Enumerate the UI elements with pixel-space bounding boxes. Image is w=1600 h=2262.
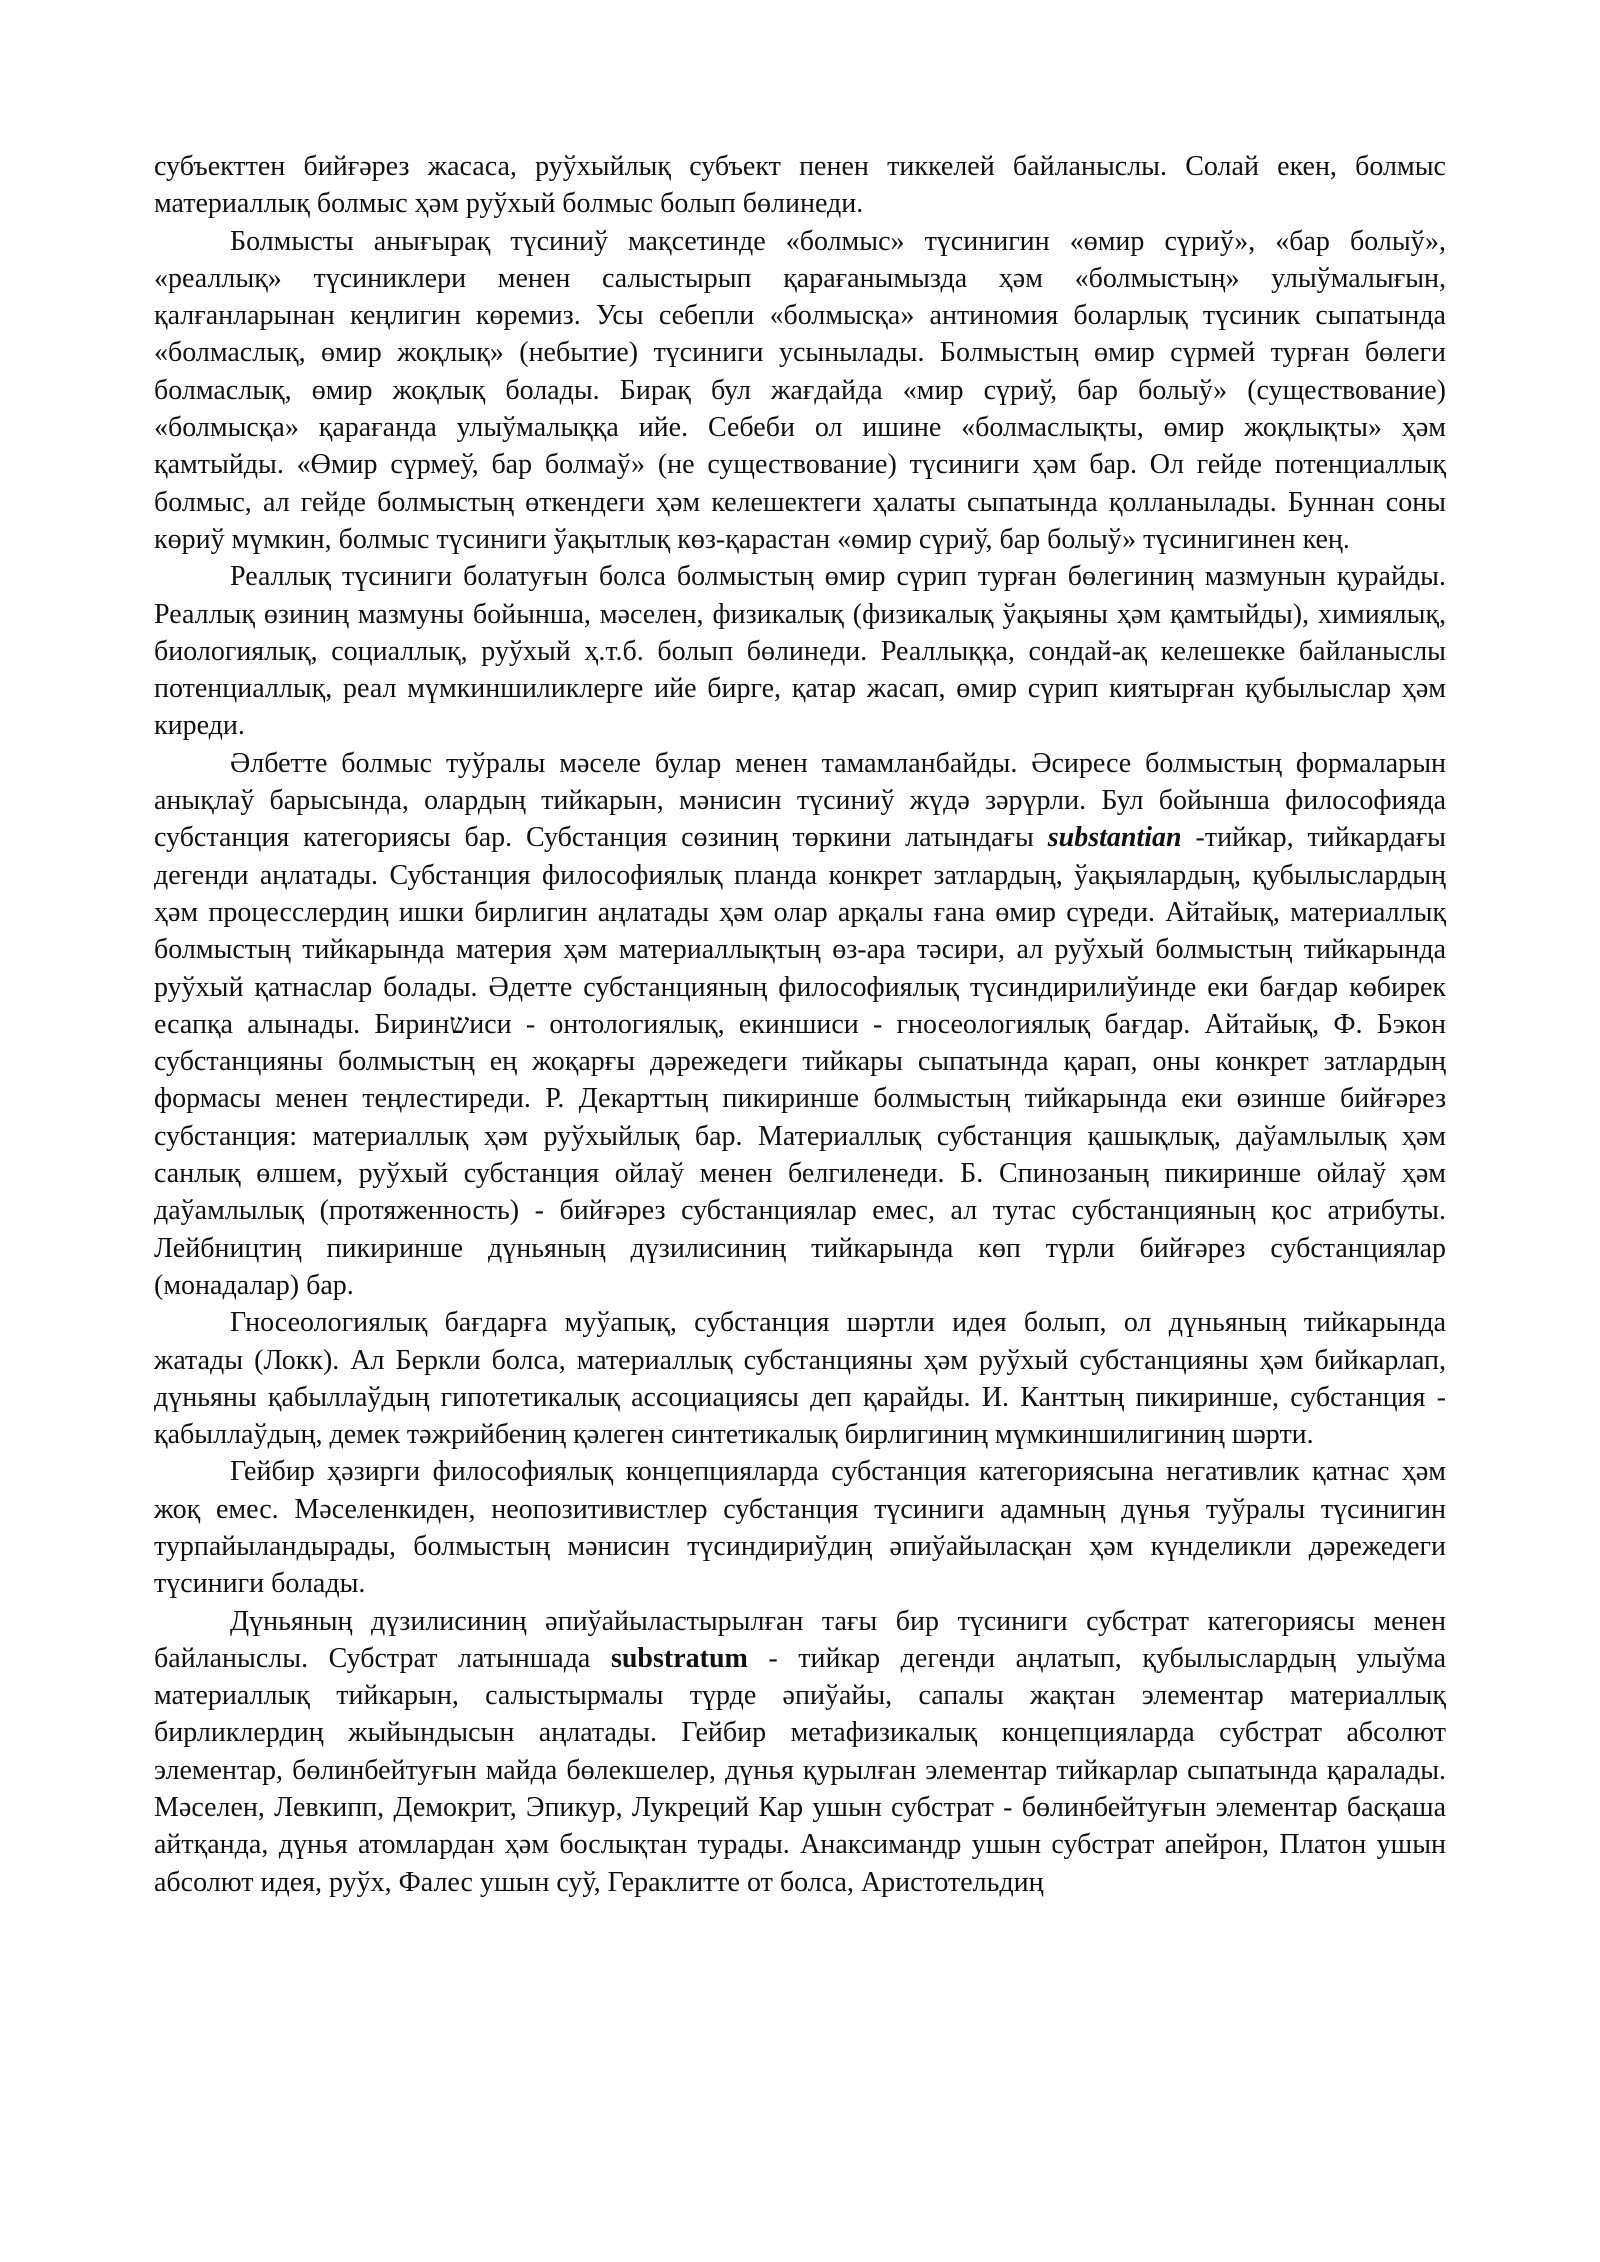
paragraph-3 [154,558,1446,744]
paragraph-text: Гейбир ҳәзирги философиялық концепцияларда субстанция категориясына негативлик қатнас ҳәм жоқ емес. Мәселенкиден, неопозитивистлер субстанция түсиниги адамның дүнья туўралы түсинигин турпайыландырады, болмыстың мәнисин түсиндириўдиң әпиўайыласқан ҳәм күнделикли дәрежедеги түсиниги болады. [154,1456,1446,1600]
paragraph-text: - тийкар дегенди аңлатып, қубылыслардың улыўма материаллық тийкарын, салыстырмалы түрде әпиўайы, сапалы жақтан элементар материаллық бирликлердиң жыйындысын аңлатады. Гейбир метафизикалық концепцияларда субстрат абсолют элементар, бөлинбейтуғын майда бөлекшелер, дүнья қурылған элементар тийкарлар сыпатында қаралады. Мәселен, Левкипп, Демокрит, Эпикур, Лукреций Кар ушын субстрат - бөлинбейтуғын элементар басқаша айтқанда, дүнья атомлардан ҳәм бослықтан турады. Анаксимандр ушын субстрат апейрон, Платон ушын абсолют идея, руўх, Фалес ушын суў, Гераклитте от болса, Аристотельдиң [154,1642,1447,1898]
paragraph-6 [154,1453,1446,1602]
paragraph-text: -тийкар, тийкардағы дегенди аңлатады. Субстанция философиялық планда конкрет затлардың, ўақыялардың, қубылыслардың ҳәм процесслердиң ишки бирлигин аңлатады ҳәм олар арқалы ғана өмир сүреди. Айтайық, материаллық болмыстың тийкарында материя ҳәм материаллықтың өз-ара тәсири, ал руўхый болмыстың тийкарында руўхый қатнаслар болады. Әдетте субстанцияның философиялық түсиндирилиўинде еки бағдар көбирек есапқа алынады. Биринשиси - онтологиялық, екиншиси - гносеологиялық бағдар. Айтайық, Ф. Бэкон субстанцияны болмыстың ең жоқарғы дәрежедеги тийкары сыпатында қарап, оны конкрет затлардың формасы менен теңлестиреди. Р. Декарттың пикиринше болмыстың тийкарында еки өзинше бийғәрез субстанция: материаллық ҳәм руўхыйлық бар. Материаллық субстанция қашықлық, даўамлылық ҳәм санлық өлшем, руўхый субстанция ойлаў менен белгиленеди. Б. Спинозаның пикиринше ойлаў ҳәм даўамлылық (протяженность) - бийғәрез субстанциялар емес, ал тутас субстанцияның қос атрибуты. Лейбництиң пикиринше дүньяның дүзилисиниң тийкарында көп түрли бийғәрез субстанциялар (монадалар) бар. [154,822,1446,1301]
document-page [154,148,1446,1901]
paragraph-5 [154,1304,1446,1453]
paragraph-7 [154,1603,1446,1901]
paragraph-text: Гносеологиялық бағдарға муўапық, субстанция шәртли идея болып, ол дүньяның тийкарында жатады (Локк). Ал Беркли болса, материаллық субстанцияны ҳәм руўхый субстанцияны ҳәм бийкарлап, дүньяны қабыллаўдың гипотетикалық ассоциациясы деп қарайды. И. Канттың пикиринше, субстанция - қабыллаўдың, демек тәжрийбениң қәлеген синтетикалық бирлигиниң мүмкиншилигиниң шәрти. [154,1307,1446,1451]
latin-term-substantian: substantian [1047,822,1182,854]
paragraph-text: Әлбетте болмыс туўралы мәселе булар менен тамамланбайды. Әсиресе болмыстың формаларын анықлаў барысында, олардың тийкарын, мәнисин түсиниў жүдә зәрүрли. Бул бойынша философияда субстанция категориясы бар. Субстанция сөзиниң төркини латындағы [154,747,1446,854]
paragraph-text: субъекттен бийғәрез жасаса, руўхыйлық субъект пенен тиккелей байланыслы. Солай екен, болмыс материаллық болмыс ҳәм руўхый болмыс болып бөлинеди. [154,151,1446,220]
paragraph-text: Болмысты анығырақ түсиниў мақсетинде «болмыс» түсинигин «өмир сүриў», «бар болыў», «реаллық» түсиниклери менен салыстырып қарағанымызда ҳәм «болмыстың» улыўмалығын, қалғанларынан кеңлигин көремиз. Усы себепли «болмысқа» антиномия боларлық түсиник сыпатында «болмаслық, өмир жоқлық» (небытие) түсиниги усынылады. Болмыстың өмир сүрмей турған бөлеги болмаслық, өмир жоқлық болады. Бирақ бул жағдайда «мир сүриў, бар болыў» (существование) «болмысқа» қарағанда улыўмалыққа ийе. Себеби ол ишине «болмаслықты, өмир жоқлықты» ҳәм қамтыйды. «Өмир сүрмеў, бар болмаў» (не существование) түсиниги ҳәм бар. Ол гейде потенциаллық болмыс, ал гейде болмыстың өткендеги ҳәм келешектеги ҳалаты сыпатында қолланылады. Буннан соны көриў мүмкин, болмыс түсиниги ўақытлық көз-қарастан «өмир сүриў, бар болыў» түсинигинен кең. [154,225,1446,555]
paragraph-4 [154,745,1446,1304]
latin-term-substratum: substratum [610,1642,748,1674]
paragraph-2 [154,223,1446,559]
paragraph-1 [154,148,1446,223]
paragraph-text: Дүньяның дүзилисиниң әпиўайыластырылған тағы бир түсиниги субстрат категориясы менен байланыслы. Субстрат латыншада [154,1605,1446,1674]
paragraph-text: Реаллық түсиниги болатуғын болса болмыстың өмир сүрип турған бөлегиниң мазмунын қурайды. Реаллық өзиниң мазмуны бойынша, мәселен, физикалық (физикалық ўақыяны ҳәм қамтыйды), химиялық, биологиялық, социаллық, руўхый ҳ.т.б. болып бөлинеди. Реаллыққа, сондай-ақ келешекке байланыслы потенциаллық, реал мүмкиншиликлерге ийе бирге, қатар жасап, өмир сүрип киятырған қубылыслар ҳәм киреди. [154,561,1446,742]
